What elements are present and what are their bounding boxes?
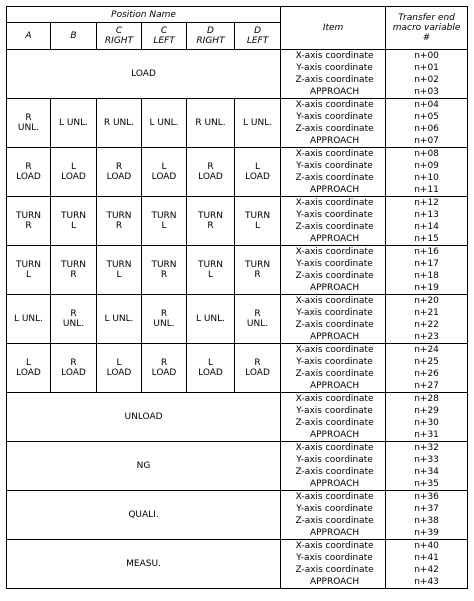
variable-number: n+17 [414,259,439,269]
position-cell: L LOAD [7,344,51,393]
variable-number: n+12 [414,198,439,208]
item-label: X-axis coordinate [295,492,374,502]
variable-cell [386,540,468,589]
variable-number: n+20 [414,296,439,306]
variable-number: n+40 [414,541,439,551]
item-label: Z-axis coordinate [295,124,374,134]
position-cell: R LOAD [235,344,281,393]
item-label: APPROACH [309,87,360,97]
item-label: X-axis coordinate [295,247,374,257]
position-cell: L LOAD [187,344,235,393]
variable-number: n+28 [414,394,439,404]
position-cell: R UNL. [97,99,142,148]
item-label: APPROACH [309,430,360,440]
variable-number: n+21 [414,308,439,318]
item-label: Y-axis coordinate [296,504,373,514]
position-label: QUALI. [7,491,281,540]
item-label: Y-axis coordinate [296,210,373,220]
variable-number: n+04 [414,100,439,110]
item-label: Z-axis coordinate [295,271,374,281]
item-label: Z-axis coordinate [295,467,374,477]
item-label: Z-axis coordinate [295,369,374,379]
item-label: Z-axis coordinate [295,222,374,232]
table-row [7,295,468,344]
variable-number: n+06 [414,124,439,134]
position-cell: L LOAD [51,148,97,197]
position-cell: L UNL. [235,99,281,148]
position-cell: TURN R [51,246,97,295]
variable-cell [386,295,468,344]
item-cell [281,50,386,99]
position-cell: L LOAD [142,148,187,197]
item-label: Z-axis coordinate [295,516,374,526]
table-row [7,540,468,589]
item-label: APPROACH [309,234,360,244]
item-cell [281,540,386,589]
item-cell [281,442,386,491]
item-cell [281,344,386,393]
position-cell: R UNL. [142,295,187,344]
position-name-header: Position Name [7,7,281,23]
variable-number: n+07 [414,136,439,146]
position-cell: R LOAD [97,148,142,197]
item-label: X-axis coordinate [295,345,374,355]
position-cell: TURN L [97,246,142,295]
column-header: A [7,23,51,50]
variable-cell [386,50,468,99]
item-label: Z-axis coordinate [295,565,374,575]
variable-cell [386,344,468,393]
variable-number: n+15 [414,234,439,244]
variable-number: n+10 [414,173,439,183]
position-cell: L UNL. [142,99,187,148]
position-table [6,6,468,589]
position-cell: R UNL. [51,295,97,344]
variable-cell [386,148,468,197]
transfer-header: Transfer end macro variable # [386,7,468,50]
table-row [7,442,468,491]
position-cell: TURN R [142,246,187,295]
table-row [7,148,468,197]
position-label: LOAD [7,50,281,99]
variable-number: n+23 [414,332,439,342]
variable-number: n+43 [414,577,439,587]
position-cell: R UNL. [235,295,281,344]
item-label: Y-axis coordinate [296,357,373,367]
variable-number: n+35 [414,479,439,489]
item-label: APPROACH [309,136,360,146]
item-cell [281,99,386,148]
variable-number: n+00 [414,51,439,61]
variable-number: n+16 [414,247,439,257]
item-label: X-axis coordinate [295,296,374,306]
item-label: X-axis coordinate [295,443,374,453]
item-cell [281,393,386,442]
item-cell [281,197,386,246]
item-cell [281,148,386,197]
table-row [7,491,468,540]
variable-cell [386,393,468,442]
variable-number: n+31 [414,430,439,440]
position-cell: R LOAD [51,344,97,393]
position-cell: R UNL. [7,99,51,148]
position-label: MEASU. [7,540,281,589]
item-cell [281,246,386,295]
position-cell: L UNL. [51,99,97,148]
item-label: APPROACH [309,479,360,489]
variable-number: n+38 [414,516,439,526]
position-cell: TURN R [7,197,51,246]
position-cell: TURN L [187,246,235,295]
variable-number: n+09 [414,161,439,171]
table-body [7,50,468,589]
item-label: Z-axis coordinate [295,173,374,183]
item-label: Z-axis coordinate [295,75,374,85]
position-cell: L UNL. [97,295,142,344]
variable-cell [386,442,468,491]
column-header: C RIGHT [97,23,142,50]
variable-number: n+13 [414,210,439,220]
item-cell [281,491,386,540]
variable-number: n+27 [414,381,439,391]
variable-number: n+41 [414,553,439,563]
item-label: Y-axis coordinate [296,63,373,73]
table-row [7,344,468,393]
table-row [7,50,468,99]
position-cell: TURN R [235,246,281,295]
variable-number: n+26 [414,369,439,379]
position-label: UNLOAD [7,393,281,442]
item-label: X-axis coordinate [295,100,374,110]
item-label: X-axis coordinate [295,541,374,551]
item-cell [281,295,386,344]
position-cell: TURN L [235,197,281,246]
item-label: Y-axis coordinate [296,455,373,465]
item-label: Y-axis coordinate [296,553,373,563]
item-label: Z-axis coordinate [295,418,374,428]
item-label: X-axis coordinate [295,198,374,208]
variable-number: n+01 [414,63,439,73]
position-label: NG [7,442,281,491]
variable-cell [386,197,468,246]
position-cell: TURN R [187,197,235,246]
position-cell: R UNL. [187,99,235,148]
variable-number: n+33 [414,455,439,465]
item-label: APPROACH [309,528,360,538]
item-label: Y-axis coordinate [296,112,373,122]
variable-number: n+25 [414,357,439,367]
table-row [7,246,468,295]
variable-number: n+14 [414,222,439,232]
item-label: APPROACH [309,283,360,293]
position-cell: L UNL. [187,295,235,344]
position-cell: L LOAD [97,344,142,393]
variable-cell [386,99,468,148]
position-cell: L LOAD [235,148,281,197]
variable-number: n+05 [414,112,439,122]
variable-number: n+24 [414,345,439,355]
variable-cell [386,491,468,540]
variable-number: n+03 [414,87,439,97]
table-row [7,197,468,246]
item-label: APPROACH [309,332,360,342]
item-label: Y-axis coordinate [296,259,373,269]
item-label: Z-axis coordinate [295,320,374,330]
item-label: Y-axis coordinate [296,308,373,318]
item-label: APPROACH [309,185,360,195]
variable-number: n+32 [414,443,439,453]
position-cell: R LOAD [7,148,51,197]
table-row [7,99,468,148]
item-label: X-axis coordinate [295,149,374,159]
position-cell: TURN L [142,197,187,246]
item-label: APPROACH [309,577,360,587]
variable-number: n+19 [414,283,439,293]
item-label: X-axis coordinate [295,51,374,61]
column-header: B [51,23,97,50]
variable-number: n+30 [414,418,439,428]
variable-number: n+37 [414,504,439,514]
position-cell: TURN R [97,197,142,246]
variable-number: n+18 [414,271,439,281]
position-cell: TURN L [7,246,51,295]
variable-number: n+34 [414,467,439,477]
variable-number: n+08 [414,149,439,159]
item-label: Y-axis coordinate [296,161,373,171]
table-row [7,393,468,442]
variable-number: n+02 [414,75,439,85]
variable-number: n+42 [414,565,439,575]
variable-number: n+36 [414,492,439,502]
item-label: Y-axis coordinate [296,406,373,416]
variable-number: n+22 [414,320,439,330]
variable-number: n+39 [414,528,439,538]
position-cell: TURN L [51,197,97,246]
column-header: D LEFT [235,23,281,50]
item-header: Item [281,7,386,50]
variable-cell [386,246,468,295]
position-cell: R LOAD [187,148,235,197]
variable-number: n+29 [414,406,439,416]
column-header: D RIGHT [187,23,235,50]
variable-number: n+11 [414,185,439,195]
item-label: APPROACH [309,381,360,391]
item-label: X-axis coordinate [295,394,374,404]
column-header: C LEFT [142,23,187,50]
position-cell: L UNL. [7,295,51,344]
position-cell: R LOAD [142,344,187,393]
